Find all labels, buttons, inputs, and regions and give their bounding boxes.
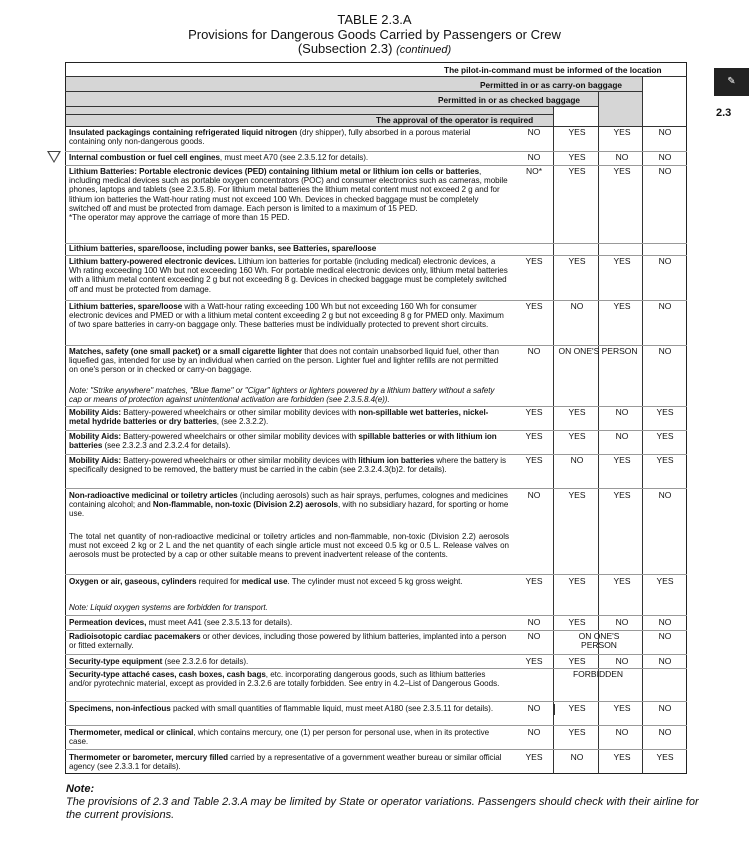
cell-pilot: NO [658, 656, 672, 666]
row-paragraph: The total net quantity of non-radioactive medicinal or toiletry articles and non-flammable, non-toxic (Division 2.2) aerosols must not exceed 2 kg or 2 L and the net quantity of each single article must not exceed 0.5 kg or 0.5 L. Release valves on aerosols must be protected by a cap or other suitable means to prevent inadvertent release of the contents. [69, 532, 509, 560]
cell-carry-on: YES [613, 166, 631, 176]
header-pilot: The pilot-in-command must be informed of the location [444, 65, 662, 75]
cell-operator: YES [525, 301, 543, 311]
cell-pilot: NO [658, 152, 672, 162]
cell-pilot: NO [658, 631, 672, 641]
footnote-text: The provisions of 2.3 and Table 2.3.A may be limited by State or operator variations. Passengers should check with their airline for the current provisions. [66, 796, 699, 821]
table-row: Matches, safety (one small packet) or a small cigarette lighter that does not contain unabsorbed liquid fuel, other than liquefied gas, intended for use by an individual when carried on the person. Lighter fuel and lighter refills are not permitted on one's person or in checked or carry-on baggage. [69, 347, 499, 375]
cell-carry-on: NO [615, 656, 629, 666]
cell-operator: YES [525, 455, 543, 465]
cell-operator: NO [527, 703, 541, 713]
cell-pilot: YES [656, 752, 674, 762]
cell-checked: YES [568, 407, 586, 417]
cell-checked: YES [568, 656, 586, 666]
table-row: Internal combustion or fuel cell engines, must meet A70 (see 2.3.5.12 for details). [69, 153, 369, 162]
cell-pilot: NO [658, 703, 672, 713]
cell-carry-on: NO [615, 617, 629, 627]
cell-checked: YES [568, 256, 586, 266]
cell-checked: YES [568, 727, 586, 737]
cell-carry-on: NO [615, 407, 629, 417]
header-checked: Permitted in or as checked baggage [438, 95, 581, 105]
cell-operator: NO [527, 346, 541, 356]
table-row: Lithium battery-powered electronic devices. Lithium ion batteries for portable (including medical) electronic devices, a Wh rating exceeding 100 Wh but not exceeding 160 Wh. For portable medical electronic devices only, lithium metal batteries with a lithium metal content exceeding 2 g but not exceeding 8 g. Devices in checked baggage must be completely switched off and must be protected from damage. [69, 257, 508, 294]
cell-pilot: YES [656, 431, 674, 441]
cell-pilot: NO [658, 301, 672, 311]
cell-carry-on: YES [613, 703, 631, 713]
table-row: Non-radioactive medicinal or toiletry articles (including aerosols) such as hair sprays, perfumes, colognes and medicines containing alcohol; and Non-flammable, non-toxic (Division 2.2) aerosols, with no subsidiary hazard, for sporting or home use. [69, 491, 509, 519]
table-row: Thermometer or barometer, mercury filled carried by a representative of a government weather bureau or similar official agency (see 2.3.3.1 for details). [69, 753, 502, 772]
cell-operator: YES [525, 407, 543, 417]
cell-pilot: YES [656, 576, 674, 586]
cell-pilot: NO [658, 617, 672, 627]
cell-checked: YES [568, 490, 586, 500]
cell-operator: YES [525, 576, 543, 586]
cell-carry-on: YES [613, 455, 631, 465]
table-row: Security-type equipment (see 2.3.2.6 for details). [69, 657, 249, 666]
table-row: Insulated packagings containing refrigerated liquid nitrogen (dry shipper), fully absorbed in a porous material containing only non-dangerous goods. [69, 128, 471, 147]
cell-checked: YES [568, 617, 586, 627]
table-number: TABLE 2.3.A [337, 12, 412, 27]
cell-operator: NO [527, 631, 541, 641]
table-row: Radioisotopic cardiac pacemakers or other devices, including those powered by lithium batteries, implanted into a person or fitted externally. [69, 632, 507, 651]
cell-pilot: YES [656, 407, 674, 417]
footnote-title: Note: [66, 783, 95, 795]
table-row: Lithium Batteries: Portable electronic devices (PED) containing lithium metal or lithium ion cells or batteries, including medical devices such as portable oxygen concentrators (POC) and consumer electronics such as cameras, mobile phones, laptops and tablets (see 2.3.5.8). For lithium metal batteries the lithium metal content must not exceed 2 g and for lithium ion batteries the Watt-hour rating must not exceed 100 Wh. Devices in checked baggage must be completely switched off and must be protected from damage. Each person is limited to a maximum of 15 PED. *The operator may approve the carriage of more than 15 PED. [69, 167, 508, 223]
table-subtitle: (Subsection 2.3) (continued) [297, 41, 452, 56]
section-tab[interactable] [714, 68, 749, 96]
cell-carry-on: NO [615, 431, 629, 441]
cell-operator: YES [525, 752, 543, 762]
cell-pilot: NO [658, 490, 672, 500]
table-row: Specimens, non-infectious packed with small quantities of flammable liquid, must meet A180 (see 2.3.5.11 for details). [69, 704, 494, 713]
cell-operator: YES [525, 656, 543, 666]
cell-pilot: NO [658, 346, 672, 356]
pen-icon: ✎ [727, 76, 736, 87]
cell-checked: NO [570, 455, 584, 465]
cell-carry-on: YES [613, 256, 631, 266]
header-operator: The approval of the operator is required [376, 115, 534, 125]
cell-checked: YES [568, 152, 586, 162]
cell-checked: YES [568, 703, 586, 713]
cell-operator: YES [525, 431, 543, 441]
cell-checked: YES [568, 127, 586, 137]
cell-span: ON ONE'S PERSON [558, 346, 638, 356]
cell-operator: NO [527, 152, 541, 162]
cell-carry-on: YES [613, 752, 631, 762]
row-note: Note: "Strike anywhere" matches, "Blue flame" or "Cigar" lighters or lighters powered by a lithium battery without a safety cap or means of protection against unintentional activation are forbidden (see 2.3.5.8.4(e)). [69, 386, 495, 405]
table-row: Lithium batteries, spare/loose with a Watt-hour rating exceeding 100 Wh but not exceeding 160 Wh for consumer electronic devices and PMED or with a lithium metal content exceeding 2 g but not exceeding 8 g for PMED only. Maximum of two spare batteries in carry-on baggage only. These batteries must be individually protected to prevent short circuits. [69, 302, 504, 330]
cell-carry-on: NO [615, 152, 629, 162]
cell-carry-on: YES [613, 127, 631, 137]
cell-operator: YES [525, 256, 543, 266]
cell-pilot: NO [658, 166, 672, 176]
cell-pilot: NO [658, 727, 672, 737]
cell-pilot: NO [658, 127, 672, 137]
table-row: Mobility Aids: Battery-powered wheelchairs or other similar mobility devices with spillable batteries or with lithium ion batteries (see 2.3.2.3 and 2.3.2.4 for details). [69, 432, 497, 451]
cell-carry-on: YES [613, 301, 631, 311]
table-title: Provisions for Dangerous Goods Carried by Passengers or Crew [188, 27, 561, 42]
cell-operator: NO [527, 127, 541, 137]
cell-checked: YES [568, 166, 586, 176]
cell-checked: YES [568, 431, 586, 441]
table-row: Mobility Aids: Battery-powered wheelchairs or other similar mobility devices with non-spillable wet batteries, nickel-metal hydride batteries or dry batteries, (see 2.3.2.2). [69, 408, 489, 427]
table-row: Security-type attaché cases, cash boxes, cash bags, etc. incorporating dangerous goods, such as lithium batteries and/or pyrotechnic material, except as provided in 2.3.2.6 are totally forbidden. See entry in 4.2–List of Dangerous Goods. [69, 670, 500, 689]
table-row: Mobility Aids: Battery-powered wheelchairs or other similar mobility devices with lithium ion batteries where the battery is specifically designed to be removed, the battery must be carried in the cabin (see 2.3.2.4.3(b)2. for details). [69, 456, 507, 475]
cell-carry-on: NO [615, 727, 629, 737]
cell-pilot: NO [658, 256, 672, 266]
table-row: Oxygen or air, gaseous, cylinders required for medical use. The cylinder must not exceed 5 kg gross weight. [69, 577, 463, 586]
cell-operator: NO* [525, 166, 543, 176]
cell-carry-on: YES [613, 576, 631, 586]
cell-checked: NO [570, 301, 584, 311]
section-number: 2.3 [716, 107, 732, 119]
cell-carry-on: YES [613, 490, 631, 500]
revision-triangle-icon [47, 151, 61, 163]
cell-checked: NO [570, 752, 584, 762]
cell-pilot: YES [656, 455, 674, 465]
table-row: Thermometer, medical or clinical, which contains mercury, one (1) per person for personal use, when in its protective case. [69, 728, 490, 747]
header-carry-on: Permitted in or as carry-on baggage [480, 80, 623, 90]
cell-span: ON ONE'S PERSON [578, 631, 620, 651]
cell-span: FORBIDDEN [572, 669, 624, 679]
cell-operator: NO [527, 727, 541, 737]
table-row: Permeation devices, must meet A41 (see 2.3.5.13 for details). [69, 618, 293, 627]
cell-operator: NO [527, 617, 541, 627]
row-note: Note: Liquid oxygen systems are forbidden for transport. [69, 603, 268, 612]
cell-operator: NO [527, 490, 541, 500]
table-row: Lithium batteries, spare/loose, including power banks, see Batteries, spare/loose [69, 244, 377, 253]
cell-checked: YES [568, 576, 586, 586]
